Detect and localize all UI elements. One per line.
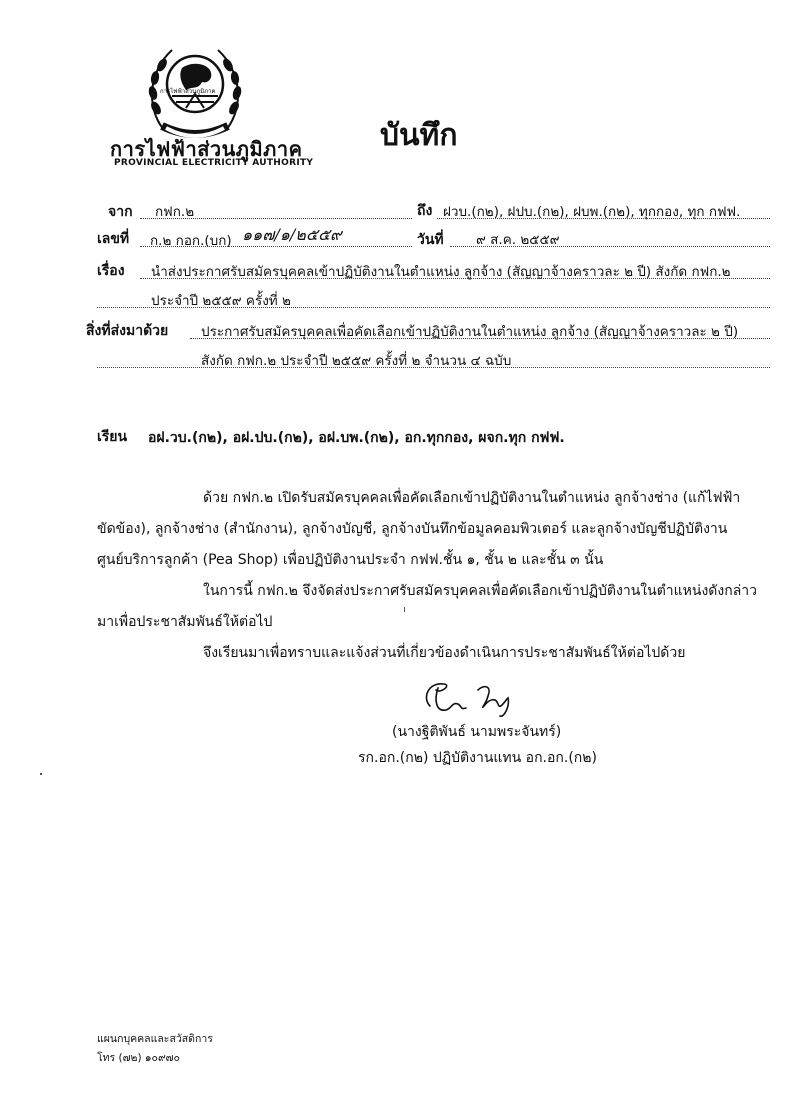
subject-line-1: นำส่งประกาศรับสมัครบุคคลเข้าปฏิบัติงานในตำแหน่ง ลูกจ้าง (สัญญาจ้างคราวละ ๒ ปี) สังกัด กฟก.๒ bbox=[151, 264, 731, 280]
to-value: ฝวบ.(ก๒), ฝปบ.(ก๒), ฝบพ.(ก๒), ทุกกอง, ทุก กฟฟ. bbox=[443, 204, 741, 220]
scan-speck bbox=[404, 607, 405, 612]
signatory-position: รก.อก.(ก๒) ปฏิบัติงานแทน อก.อก.(ก๒) bbox=[358, 750, 597, 766]
to-dotted-line bbox=[437, 218, 770, 219]
paragraph-2-line-1: ในการนี้ กฟก.๒ จึงจัดส่งประกาศรับสมัครบุคคลเพื่อคัดเลือกเข้าปฏิบัติงานในตำแหน่งดังกล่าว bbox=[203, 583, 758, 599]
to-label: ถึง bbox=[417, 203, 433, 219]
date-dotted-line bbox=[450, 246, 770, 247]
number-handwritten: ๑๑๗/๑/๒๕๕๙ bbox=[242, 225, 342, 244]
subject-line-2: ประจำปี ๒๕๕๙ ครั้งที่ ๒ bbox=[151, 293, 291, 309]
date-value: ๙ ส.ค. ๒๕๕๙ bbox=[476, 232, 560, 248]
number-prefix: ก.๒ กอก.(บก) bbox=[150, 233, 232, 249]
paragraph-3-line-1: จึงเรียนมาเพื่อทราบและแจ้งส่วนที่เกี่ยวข้องดำเนินการประชาสัมพันธ์ให้ต่อไปด้วย bbox=[203, 645, 686, 661]
paragraph-1-line-2: ขัดข้อง), ลูกจ้างช่าง (สำนักงาน), ลูกจ้างบัญชี, ลูกจ้างบันทึกข้อมูลคอมพิวเตอร์ และลูกจ้างบัญชีปฏิบัติงาน bbox=[97, 521, 728, 537]
enclosure-dotted-line-2 bbox=[97, 367, 770, 368]
org-name-th: การไฟฟ้าส่วนภูมิภาค bbox=[110, 137, 303, 161]
handwritten-signature bbox=[400, 676, 530, 720]
paragraph-1-line-3: ศูนย์บริการลูกค้า (Pea Shop) เพื่อปฏิบัติงานประจำ กฟฟ.ชั้น ๑, ชั้น ๒ และชั้น ๓ นั้น bbox=[97, 552, 604, 568]
from-label: จาก bbox=[108, 204, 133, 220]
enclosure-line-1: ประกาศรับสมัครบุคคลเพื่อคัดเลือกเข้าปฏิบัติงานในตำแหน่ง ลูกจ้าง (สัญญาจ้างคราวละ ๒ ปี) bbox=[201, 324, 739, 340]
subject-dotted-line-2 bbox=[97, 307, 770, 308]
salutation-label: เรียน bbox=[97, 429, 128, 445]
enclosure-dotted-line-1 bbox=[190, 338, 770, 339]
number-dotted-line bbox=[140, 246, 412, 247]
logo-caption: การไฟฟ้าส่วนภูมิภาค bbox=[160, 88, 216, 95]
number-label: เลขที่ bbox=[97, 231, 130, 247]
document-title: บันทึก bbox=[380, 118, 458, 153]
subject-dotted-line-1 bbox=[140, 278, 770, 279]
from-dotted-line bbox=[140, 218, 412, 219]
from-value: กฟก.๒ bbox=[155, 204, 195, 220]
date-label: วันที่ bbox=[417, 232, 444, 248]
enclosure-label: สิ่งที่ส่งมาด้วย bbox=[86, 323, 169, 339]
footer-department: แผนกบุคคลและสวัสดิการ bbox=[97, 1033, 213, 1045]
enclosure-line-2: สังกัด กฟก.๒ ประจำปี ๒๕๕๙ ครั้งที่ ๒ จำนวน ๔ ฉบับ bbox=[201, 353, 512, 369]
scan-speck bbox=[40, 773, 42, 775]
salutation-recipients: อฝ.วบ.(ก๒), อฝ.ปบ.(ก๒), อฝ.บพ.(ก๒), อก.ทุกกอง, ผจก.ทุก กฟฟ. bbox=[148, 430, 565, 446]
org-name-en: PROVINCIAL ELECTRICITY AUTHORITY bbox=[114, 158, 314, 168]
paragraph-1-line-1: ด้วย กฟก.๒ เปิดรับสมัครบุคคลเพื่อคัดเลือกเข้าปฏิบัติงานในตำแหน่ง ลูกจ้างช่าง (แก้ไฟฟ้า bbox=[203, 490, 741, 506]
paragraph-2-line-2: มาเพื่อประชาสัมพันธ์ให้ต่อไป bbox=[97, 614, 273, 630]
subject-label: เรื่อง bbox=[97, 263, 125, 279]
signatory-name: (นางฐิติพันธ์ นามพระจันทร์) bbox=[392, 724, 562, 740]
footer-phone: โทร (๗๒) ๑๐๙๗๐ bbox=[97, 1052, 180, 1064]
